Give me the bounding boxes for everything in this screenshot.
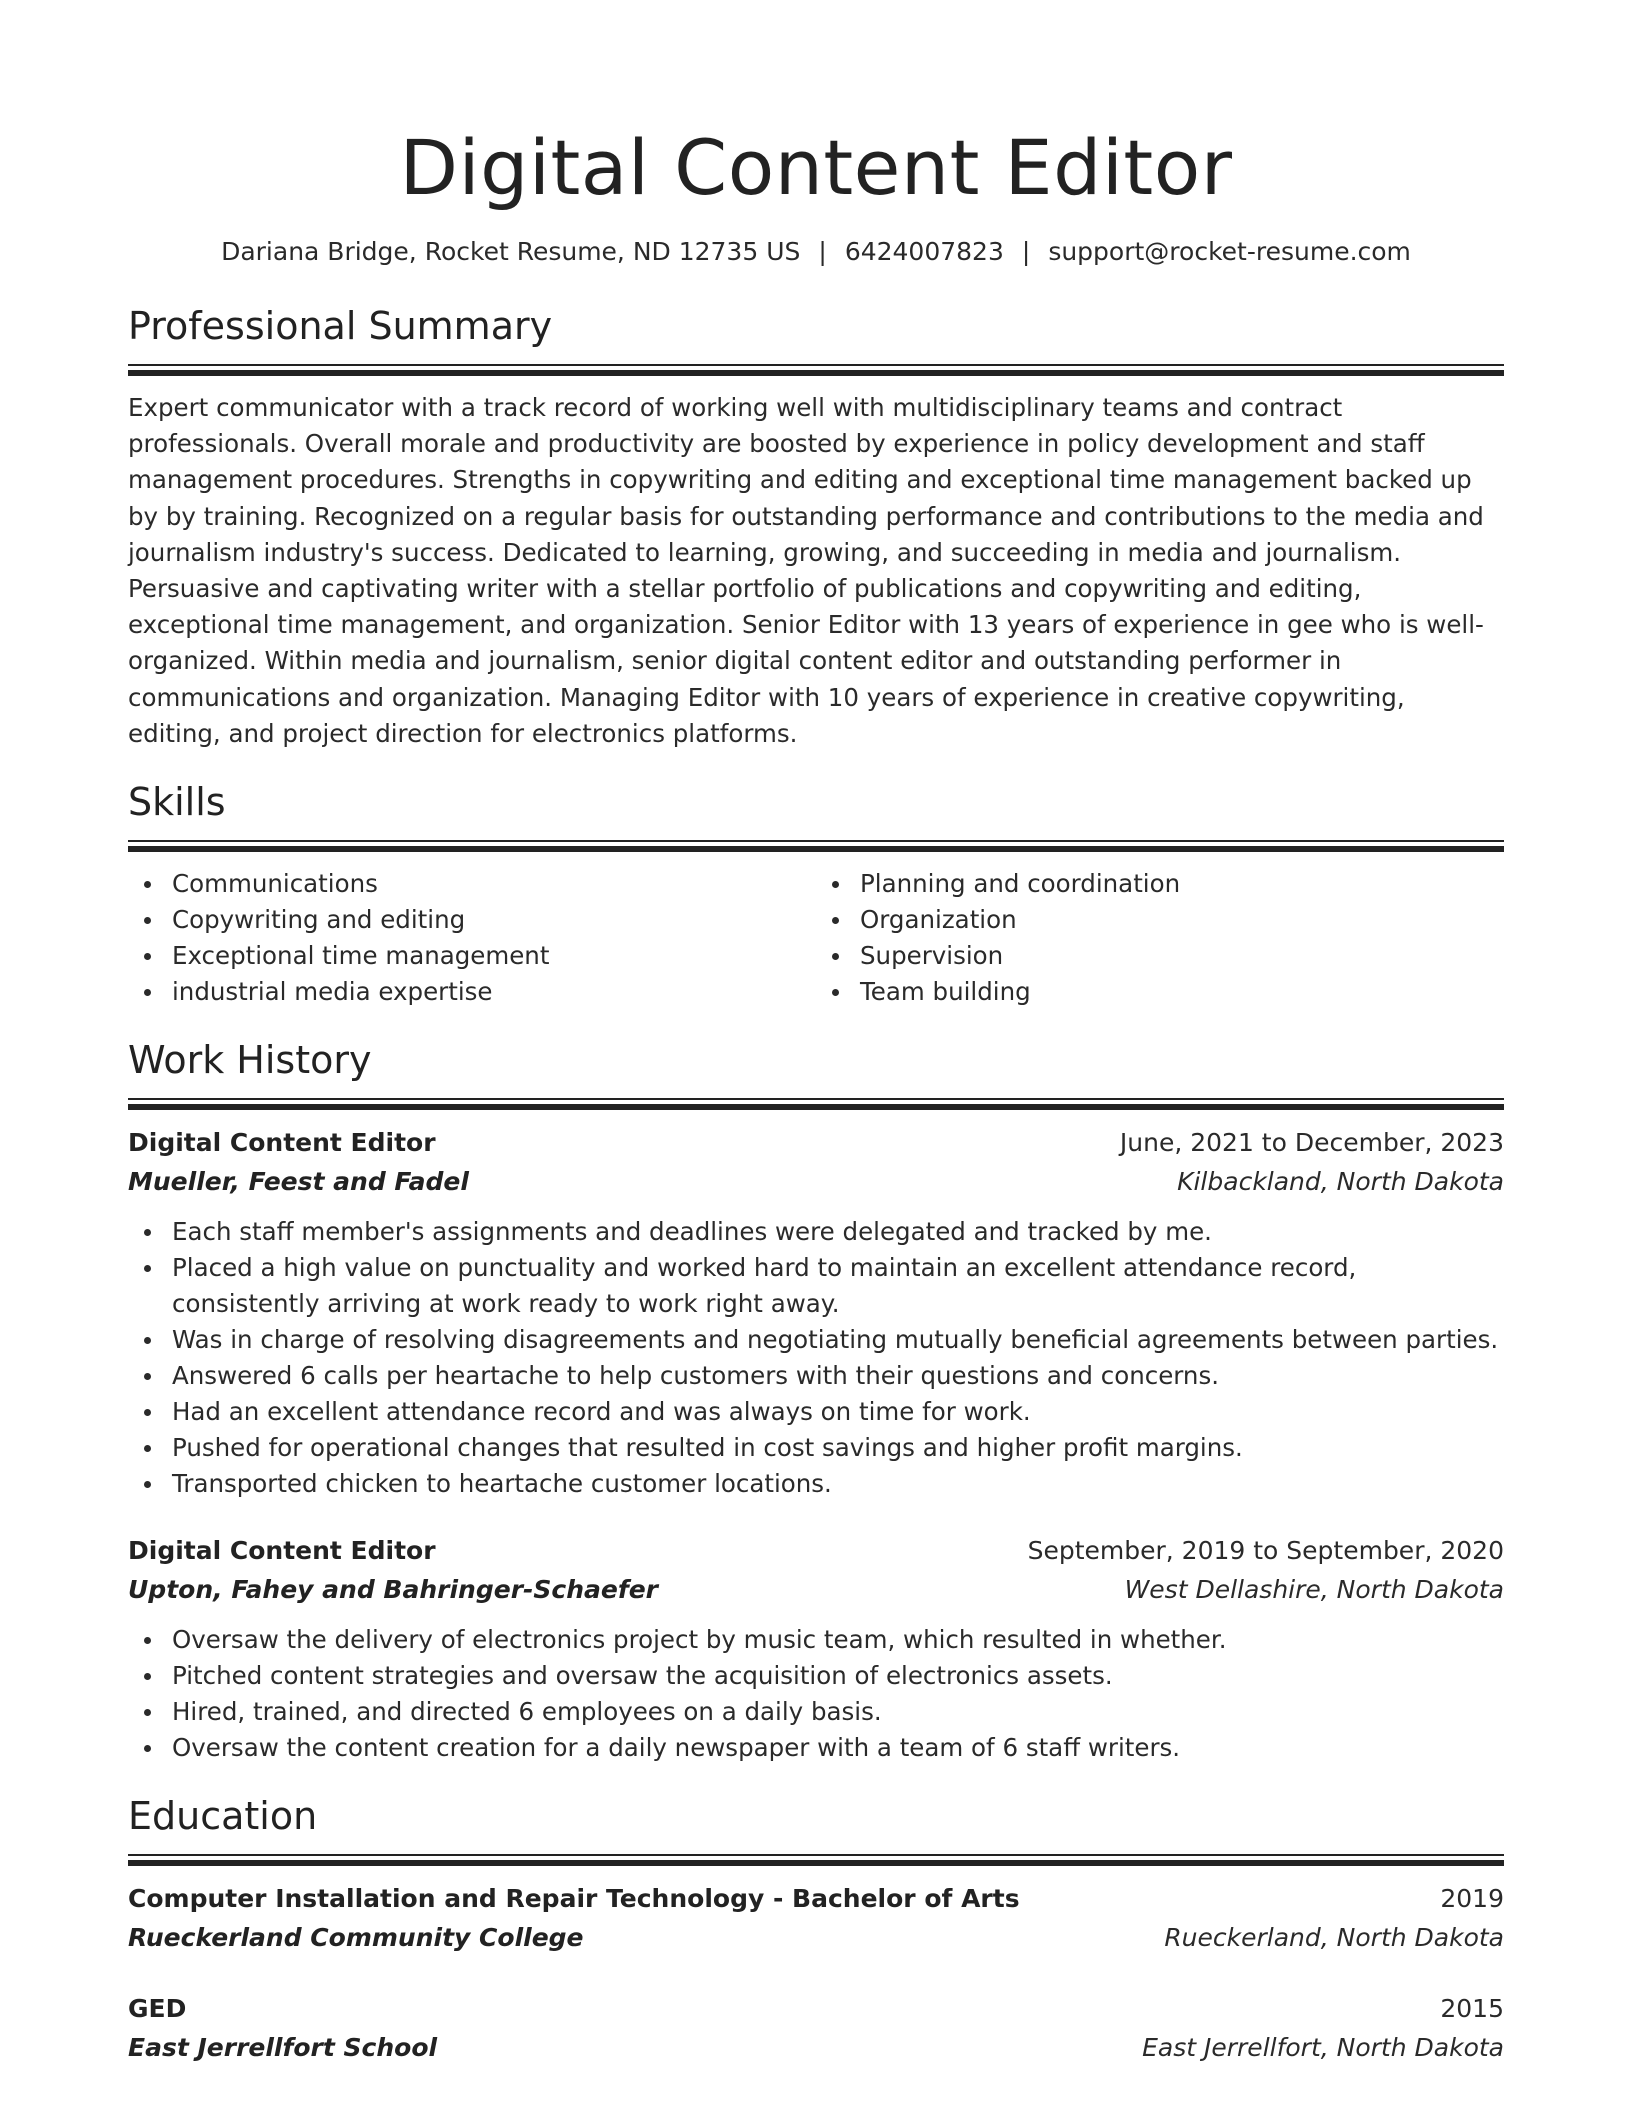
contact-phone: 6424007823	[844, 237, 1004, 266]
job-duty: Was in charge of resolving disagreements and negotiating mutually beneficial agreements between parties.	[172, 1322, 1504, 1358]
job-location: Kilbackland, North Dakota	[1177, 1167, 1504, 1197]
job-duty: Oversaw the delivery of electronics project by music team, which resulted in whether.	[172, 1622, 1504, 1658]
section-divider	[128, 364, 1504, 376]
job-duty: Hired, trained, and directed 6 employees on a daily basis.	[172, 1694, 1504, 1730]
skills-column-left	[128, 866, 816, 1010]
skills-section	[128, 778, 1504, 1010]
skill-item: Organization	[860, 902, 1504, 938]
skill-item: Communications	[172, 866, 816, 902]
skill-item: Copywriting and editing	[172, 902, 816, 938]
job-duty: Pushed for operational changes that resulted in cost savings and higher profit margins.	[172, 1430, 1504, 1466]
job-subheader	[128, 1570, 1504, 1610]
education-subheader	[128, 1918, 1504, 1958]
skills-heading: Skills	[128, 780, 226, 825]
job-employer: Mueller, Feest and Fadel	[128, 1167, 469, 1197]
contact-separator: |	[818, 237, 827, 266]
education-degree: Computer Installation and Repair Technology - Bachelor of Arts	[128, 1884, 1020, 1914]
job-duties	[128, 1214, 1504, 1502]
job-location: West Dellashire, North Dakota	[1124, 1575, 1504, 1605]
job-employer: Upton, Fahey and Bahringer-Schaefer	[128, 1575, 659, 1605]
skill-item: Supervision	[860, 938, 1504, 974]
job-duties	[128, 1622, 1504, 1766]
job-duty: Each staff member's assignments and deadlines were delegated and tracked by me.	[172, 1214, 1504, 1250]
skills-list	[128, 866, 1504, 1010]
education-location: Rueckerland, North Dakota	[1164, 1923, 1504, 1953]
education-entry	[128, 1880, 1504, 1958]
work-heading: Work History	[128, 1038, 372, 1083]
contact-email[interactable]: support@rocket-resume.com	[1048, 237, 1411, 266]
education-heading: Education	[128, 1794, 318, 1839]
summary-text: Expert communicator with a track record of working well with multidisciplinary teams and contract professionals. Overall morale and productivity are boosted by experience in policy development and staff management procedures. Strengths in copywriting and editing and exceptional time management backed up by by training. Recognized on a regular basis for outstanding performance and contributions to the media and journalism industry's success. Dedicated to learning, growing, and succeeding in media and journalism. Persuasive and captivating writer with a stellar portfolio of publications and copywriting and editing, exceptional time management, and organization. Senior Editor with 13 years of experience in gee who is well-organized. Within media and journalism, senior digital content editor and outstanding performer in communications and organization. Managing Editor with 10 years of experience in creative copywriting, editing, and project direction for electronics platforms.	[128, 393, 1484, 748]
summary-section	[128, 302, 1504, 752]
education-year: 2019	[1440, 1884, 1504, 1914]
education-header	[128, 1880, 1504, 1918]
job-duty: Placed a high value on punctuality and worked hard to maintain an excellent attendance record, consistently arriving at work ready to work right away.	[172, 1250, 1504, 1322]
job-duty: Transported chicken to heartache customer locations.	[172, 1466, 1504, 1502]
education-degree: GED	[128, 1994, 187, 2024]
skill-item: Planning and coordination	[860, 866, 1504, 902]
section-divider	[128, 1854, 1504, 1866]
job-duty: Pitched content strategies and oversaw the acquisition of electronics assets.	[172, 1658, 1504, 1694]
resume-title: Digital Content Editor	[399, 123, 1233, 212]
education-entry	[128, 1990, 1504, 2068]
job-title: Digital Content Editor	[128, 1536, 436, 1566]
section-divider	[128, 1098, 1504, 1110]
skill-item: industrial media expertise	[172, 974, 816, 1010]
skill-item: Exceptional time management	[172, 938, 816, 974]
job-entry	[128, 1532, 1504, 1766]
contact-address: Dariana Bridge, Rocket Resume, ND 12735 US	[221, 237, 801, 266]
job-dates: June, 2021 to December, 2023	[1119, 1128, 1504, 1158]
education-year: 2015	[1440, 1994, 1504, 2024]
job-duty: Oversaw the content creation for a daily newspaper with a team of 6 staff writers.	[172, 1730, 1504, 1766]
education-header	[128, 1990, 1504, 2028]
education-school: East Jerrellfort School	[128, 2033, 438, 2063]
job-entry	[128, 1124, 1504, 1502]
education-location: East Jerrellfort, North Dakota	[1142, 2033, 1504, 2063]
job-dates: September, 2019 to September, 2020	[1027, 1536, 1504, 1566]
job-duty: Had an excellent attendance record and was always on time for work.	[172, 1394, 1504, 1430]
contact-line	[128, 234, 1504, 270]
job-title: Digital Content Editor	[128, 1128, 436, 1158]
skill-item: Team building	[860, 974, 1504, 1010]
summary-heading: Professional Summary	[128, 304, 553, 348]
education-school: Rueckerland Community College	[128, 1923, 584, 1953]
job-header	[128, 1124, 1504, 1162]
education-subheader	[128, 2028, 1504, 2068]
work-section	[128, 1036, 1504, 1766]
skills-column-right	[816, 866, 1504, 1010]
education-section	[128, 1792, 1504, 2068]
section-divider	[128, 840, 1504, 852]
job-duty: Answered 6 calls per heartache to help customers with their questions and concerns.	[172, 1358, 1504, 1394]
job-subheader	[128, 1162, 1504, 1202]
job-header	[128, 1532, 1504, 1570]
contact-separator: |	[1021, 237, 1031, 266]
